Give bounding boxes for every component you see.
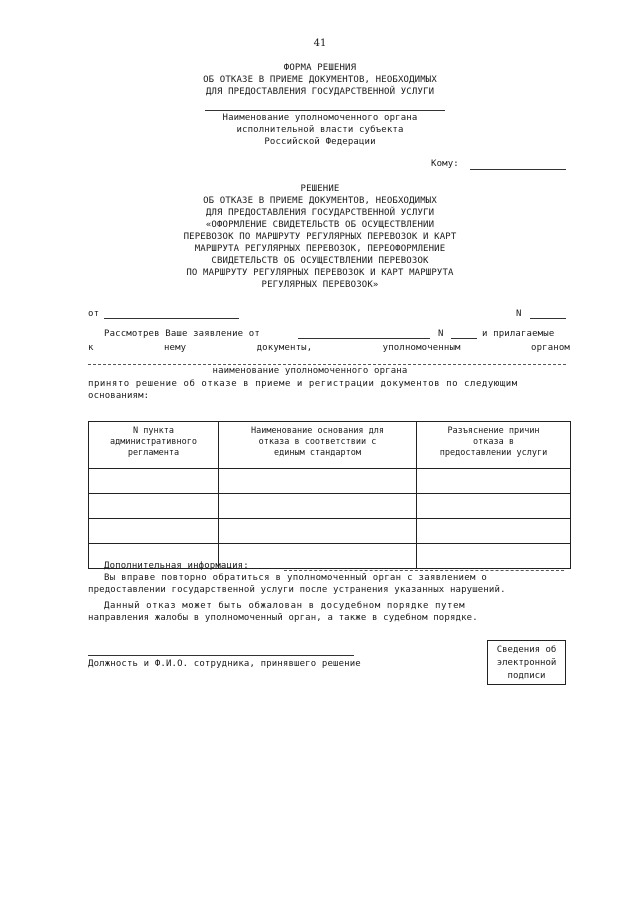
header-explanation-line-1: Разъяснение причин — [447, 426, 540, 436]
recipient-label: Кому: — [431, 159, 459, 169]
table-header-ground — [219, 422, 417, 469]
table-header-clause — [89, 422, 219, 469]
decision-title-line-8: ПО МАРШРУТУ РЕГУЛЯРНЫХ ПЕРЕВОЗОК И КАРТ МАРШРУТА — [186, 268, 454, 278]
authority-caption-line-3: Российской Федерации — [264, 137, 376, 147]
body-line2-word-3: документы, — [256, 343, 313, 353]
body-line2-word-2: нему — [163, 343, 187, 353]
table-cell[interactable] — [417, 494, 571, 519]
date-label: от — [88, 309, 100, 319]
table-row — [89, 469, 571, 494]
header-clause-line-3: регламента — [127, 448, 180, 458]
signature-caption: Должность и Ф.И.О. сотрудника, принявшего решение — [88, 659, 361, 669]
header-explanation-line-2: отказа в — [473, 437, 514, 447]
body-line2-word-5: органом — [531, 343, 570, 353]
table-cell[interactable] — [417, 519, 571, 544]
application-number-field[interactable] — [451, 338, 477, 339]
additional-info-field[interactable] — [284, 570, 564, 571]
date-field[interactable] — [104, 318, 239, 319]
header-clause-line-1: N пункта — [133, 426, 174, 436]
paragraph1-line-2: предоставлении государственной услуги после устранения указанных нарушений. — [88, 585, 506, 595]
page-number: 41 — [313, 38, 327, 49]
body-line1-start: Рассмотрев Ваше заявление от — [104, 329, 260, 339]
paragraph2-line-1: Данный отказ может быть обжалован в досудебном порядке путем — [104, 601, 466, 611]
decision-title-line-4: «ОФОРМЛЕНИЕ СВИДЕТЕЛЬСТВ ОБ ОСУЩЕСТВЛЕНИИ — [205, 220, 435, 230]
number-label: N — [516, 309, 522, 319]
decision-title-line-1: РЕШЕНИЕ — [300, 184, 340, 194]
authority-field[interactable] — [88, 364, 566, 365]
decision-title-line-7: СВИДЕТЕЛЬСТВ ОБ ОСУЩЕСТВЛЕНИИ ПЕРЕВОЗОК — [211, 256, 429, 266]
signature-box-line-3: подписи — [507, 671, 546, 681]
body-line2 — [88, 343, 570, 353]
body-line5: основаниям: — [88, 391, 150, 401]
header-ground-line-1: Наименование основания для — [250, 426, 385, 436]
application-date-field[interactable] — [298, 338, 430, 339]
number-field[interactable] — [530, 318, 566, 319]
header-explanation-line-3: предоставлении услуги — [439, 448, 548, 458]
authority-caption-line-1: Наименование уполномоченного органа — [222, 113, 418, 123]
paragraph2-line-2: направления жалобы в уполномоченный орган, а также в судебном порядке. — [88, 613, 478, 623]
header-ground-line-3: единым стандартом — [274, 448, 361, 458]
table-cell[interactable] — [219, 519, 417, 544]
decision-title-line-9: РЕГУЛЯРНЫХ ПЕРЕВОЗОК» — [261, 280, 379, 290]
table-cell[interactable] — [89, 519, 219, 544]
table-cell[interactable] — [417, 469, 571, 494]
signature-line[interactable] — [88, 655, 354, 656]
table-cell[interactable] — [219, 469, 417, 494]
decision-title-line-3: ДЛЯ ПРЕДОСТАВЛЕНИЯ ГОСУДАРСТВЕННОЙ УСЛУГИ — [205, 208, 435, 218]
table-cell[interactable] — [89, 469, 219, 494]
signature-box-line-2: электронной — [496, 658, 557, 668]
body-line1-end: и прилагаемые — [482, 329, 555, 339]
body-line2-word-4: уполномоченным — [382, 343, 461, 353]
paragraph1-line-1: Вы вправе повторно обратиться в уполномоченный орган с заявлением о — [104, 573, 488, 583]
form-title-line-3: ДЛЯ ПРЕДОСТАВЛЕНИЯ ГОСУДАРСТВЕННОЙ УСЛУГИ — [205, 87, 435, 97]
body-line1-n: N — [438, 329, 444, 339]
decision-title-line-5: ПЕРЕВОЗОК ПО МАРШРУТУ РЕГУЛЯРНЫХ ПЕРЕВОЗОК И КАРТ — [183, 232, 457, 242]
header-ground-line-2: отказа в соответствии с — [258, 437, 377, 447]
decision-title-line-2: ОБ ОТКАЗЕ В ПРИЕМЕ ДОКУМЕНТОВ, НЕОБХОДИМЫХ — [203, 196, 437, 206]
table-row — [89, 519, 571, 544]
decision-title-line-6: МАРШРУТА РЕГУЛЯРНЫХ ПЕРЕВОЗОК, ПЕРЕОФОРМЛЕНИЕ — [194, 244, 446, 254]
signature-box-line-1: Сведения об — [496, 645, 557, 655]
recipient-field[interactable] — [470, 169, 566, 170]
table-header-explanation — [417, 422, 571, 469]
grounds-table — [88, 421, 571, 569]
table-row — [89, 494, 571, 519]
body-line2-word-1: к — [88, 343, 94, 353]
body-authority-caption: наименование уполномоченного органа — [212, 366, 408, 376]
form-title-line-2: ОБ ОТКАЗЕ В ПРИЕМЕ ДОКУМЕНТОВ, НЕОБХОДИМЫХ — [203, 75, 437, 85]
electronic-signature-box — [487, 640, 566, 685]
header-clause-line-2: административного — [110, 437, 197, 447]
table-cell[interactable] — [89, 494, 219, 519]
table-cell[interactable] — [417, 544, 571, 569]
authority-name-line — [205, 110, 445, 111]
authority-caption-line-2: исполнительной власти субъекта — [236, 125, 404, 135]
table-header-row — [89, 422, 571, 469]
additional-info-label: Дополнительная информация: — [104, 561, 249, 571]
form-title-line-1: ФОРМА РЕШЕНИЯ — [283, 63, 357, 73]
body-line4: принято решение об отказе в приеме и регистрации документов по следующим — [88, 379, 518, 389]
table-cell[interactable] — [219, 494, 417, 519]
